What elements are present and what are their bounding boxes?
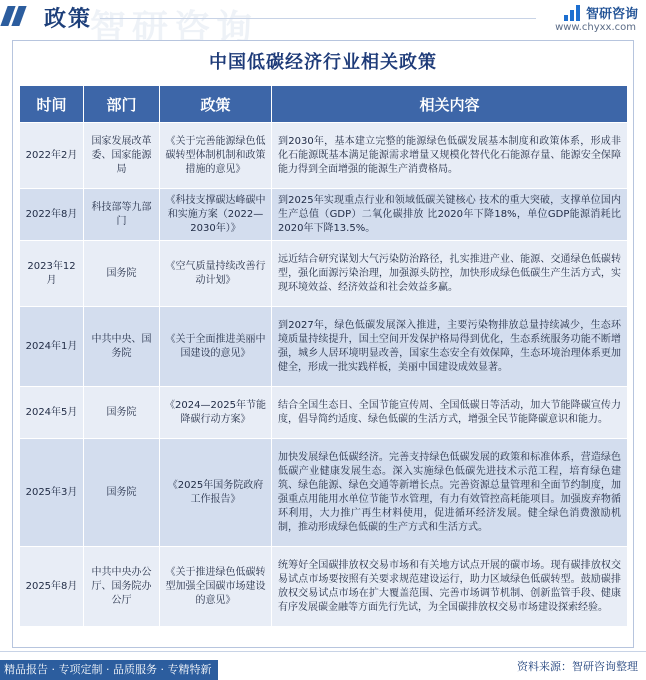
col-header-dept: 部门 <box>84 86 160 123</box>
cell-policy: 《空气质量持续改善行动计划》 <box>160 241 272 307</box>
table-row <box>20 547 628 627</box>
cell-dept: 中共中央办公厅、国务院办公厅 <box>84 547 160 627</box>
table-header-row <box>20 86 628 123</box>
header-divider <box>100 18 536 19</box>
cell-content: 加快发展绿色低碳经济。完善支持绿色低碳发展的政策和标准体系，营造绿色低碳产业健康发展生态。深入实施绿色低碳先进技术示范工程，培育绿色建筑、绿色能源、绿色交通等新增长点。完善资源总量管理和全面节约制度，加强重点用能用水单位节能节水管理，有力有效管控高耗能项目。加强废弃物循环利用，大力推广再生材料使用，促进循环经济发展。健全绿色消费激励机制，推动形成绿色低碳的生产方式和生活方式。 <box>272 439 628 547</box>
cell-dept: 国务院 <box>84 241 160 307</box>
cell-content: 到2027年，绿色低碳发展深入推进，主要污染物排放总量持续减少，生态环境质量持续提升，国土空间开发保护格局得到优化，生态系统服务功能不断增强，城乡人居环境明显改善，国家生态安全有效保障，生态环境治理体系更加健全，形成一批实践样板，美丽中国建设成效显著。 <box>272 307 628 387</box>
cell-time: 2024年1月 <box>20 307 84 387</box>
col-header-policy: 政策 <box>160 86 272 123</box>
section-bars-icon <box>4 6 32 26</box>
cell-policy: 《关于完善能源绿色低碳转型体制机制和政策措施的意见》 <box>160 123 272 189</box>
footer-tagline: 精品报告 · 专项定制 · 品质服务 · 专精特新 <box>0 660 218 680</box>
cell-policy: 《关于推进绿色低碳转型加强全国碳市场建设的意见》 <box>160 547 272 627</box>
col-header-content: 相关内容 <box>272 86 628 123</box>
cell-dept: 国务院 <box>84 387 160 439</box>
table-row <box>20 123 628 189</box>
table-row <box>20 241 628 307</box>
cell-time: 2024年5月 <box>20 387 84 439</box>
cell-time: 2023年12月 <box>20 241 84 307</box>
cell-time: 2025年3月 <box>20 439 84 547</box>
watermark: 智研咨询 <box>90 8 259 49</box>
table-title: 中国低碳经济行业相关政策 <box>209 52 437 73</box>
cell-policy: 《2024—2025年节能降碳行动方案》 <box>160 387 272 439</box>
cell-time: 2022年8月 <box>20 189 84 241</box>
brand-logo <box>564 3 638 22</box>
brand-url: www.chyxx.com <box>555 22 636 33</box>
cell-content: 远近结合研究谋划大气污染防治路径，扎实推进产业、能源、交通绿色低碳转型，强化面源污染治理，加强源头防控，加快形成绿色低碳生产生活方式，实现环境效益、经济效益和社会效益多赢。 <box>272 241 628 307</box>
cell-content: 到2025年实现重点行业和领域低碳关键核心 技术的重大突破，支撑单位国内生产总值（GDP）二氧化碳排放 比2020年下降18%，单位GDP能源消耗比2020年下降13.5%。 <box>272 189 628 241</box>
policy-table <box>19 85 628 627</box>
cell-content: 到2030年，基本建立完整的能源绿色低碳发展基本制度和政策体系，形成非化石能源既基本满足能源需求增量又规模化替代化石能源存量、能源安全保障能力得到全面增强的能源生产消费格局。 <box>272 123 628 189</box>
cell-dept: 国务院 <box>84 439 160 547</box>
col-header-time: 时间 <box>20 86 84 123</box>
cell-content: 结合全国生态日、全国节能宣传周、全国低碳日等活动，加大节能降碳宣传力度，倡导简约适度、绿色低碳的生活方式，增强全民节能降碳意识和能力。 <box>272 387 628 439</box>
source-note: 资料来源：智研咨询整理 <box>517 660 638 673</box>
table-row <box>20 307 628 387</box>
brand-bars-icon <box>564 5 582 21</box>
cell-policy: 《关于全面推进美丽中国建设的意见》 <box>160 307 272 387</box>
cell-policy: 《科技支撑碳达峰碳中和实施方案（2022—2030年）》 <box>160 189 272 241</box>
table-row <box>20 189 628 241</box>
page-header <box>0 0 646 49</box>
cell-policy: 《2025年国务院政府工作报告》 <box>160 439 272 547</box>
cell-time: 2025年8月 <box>20 547 84 627</box>
cell-content: 统筹好全国碳排放权交易市场和有关地方试点开展的碳市场。现有碳排放权交易试点市场要按照有关要求规范建设运行，助力区域绿色低碳转型。鼓励碳排放权交易试点市场在扩大覆盖范围、完善市场调节机制、创新监管手段、健康有序发展碳金融等方面先行先试，为全国碳排放权交易市场建设探索经验。 <box>272 547 628 627</box>
cell-dept: 国家发展改革委、国家能源局 <box>84 123 160 189</box>
footer-divider <box>0 651 646 652</box>
table-row <box>20 439 628 547</box>
brand-name: 智研咨询 <box>585 7 638 22</box>
policy-table-panel <box>12 40 634 648</box>
cell-time: 2022年2月 <box>20 123 84 189</box>
cell-dept: 科技部等九部门 <box>84 189 160 241</box>
table-row <box>20 387 628 439</box>
cell-dept: 中共中央、国务院 <box>84 307 160 387</box>
section-title: 政策 <box>44 7 93 32</box>
